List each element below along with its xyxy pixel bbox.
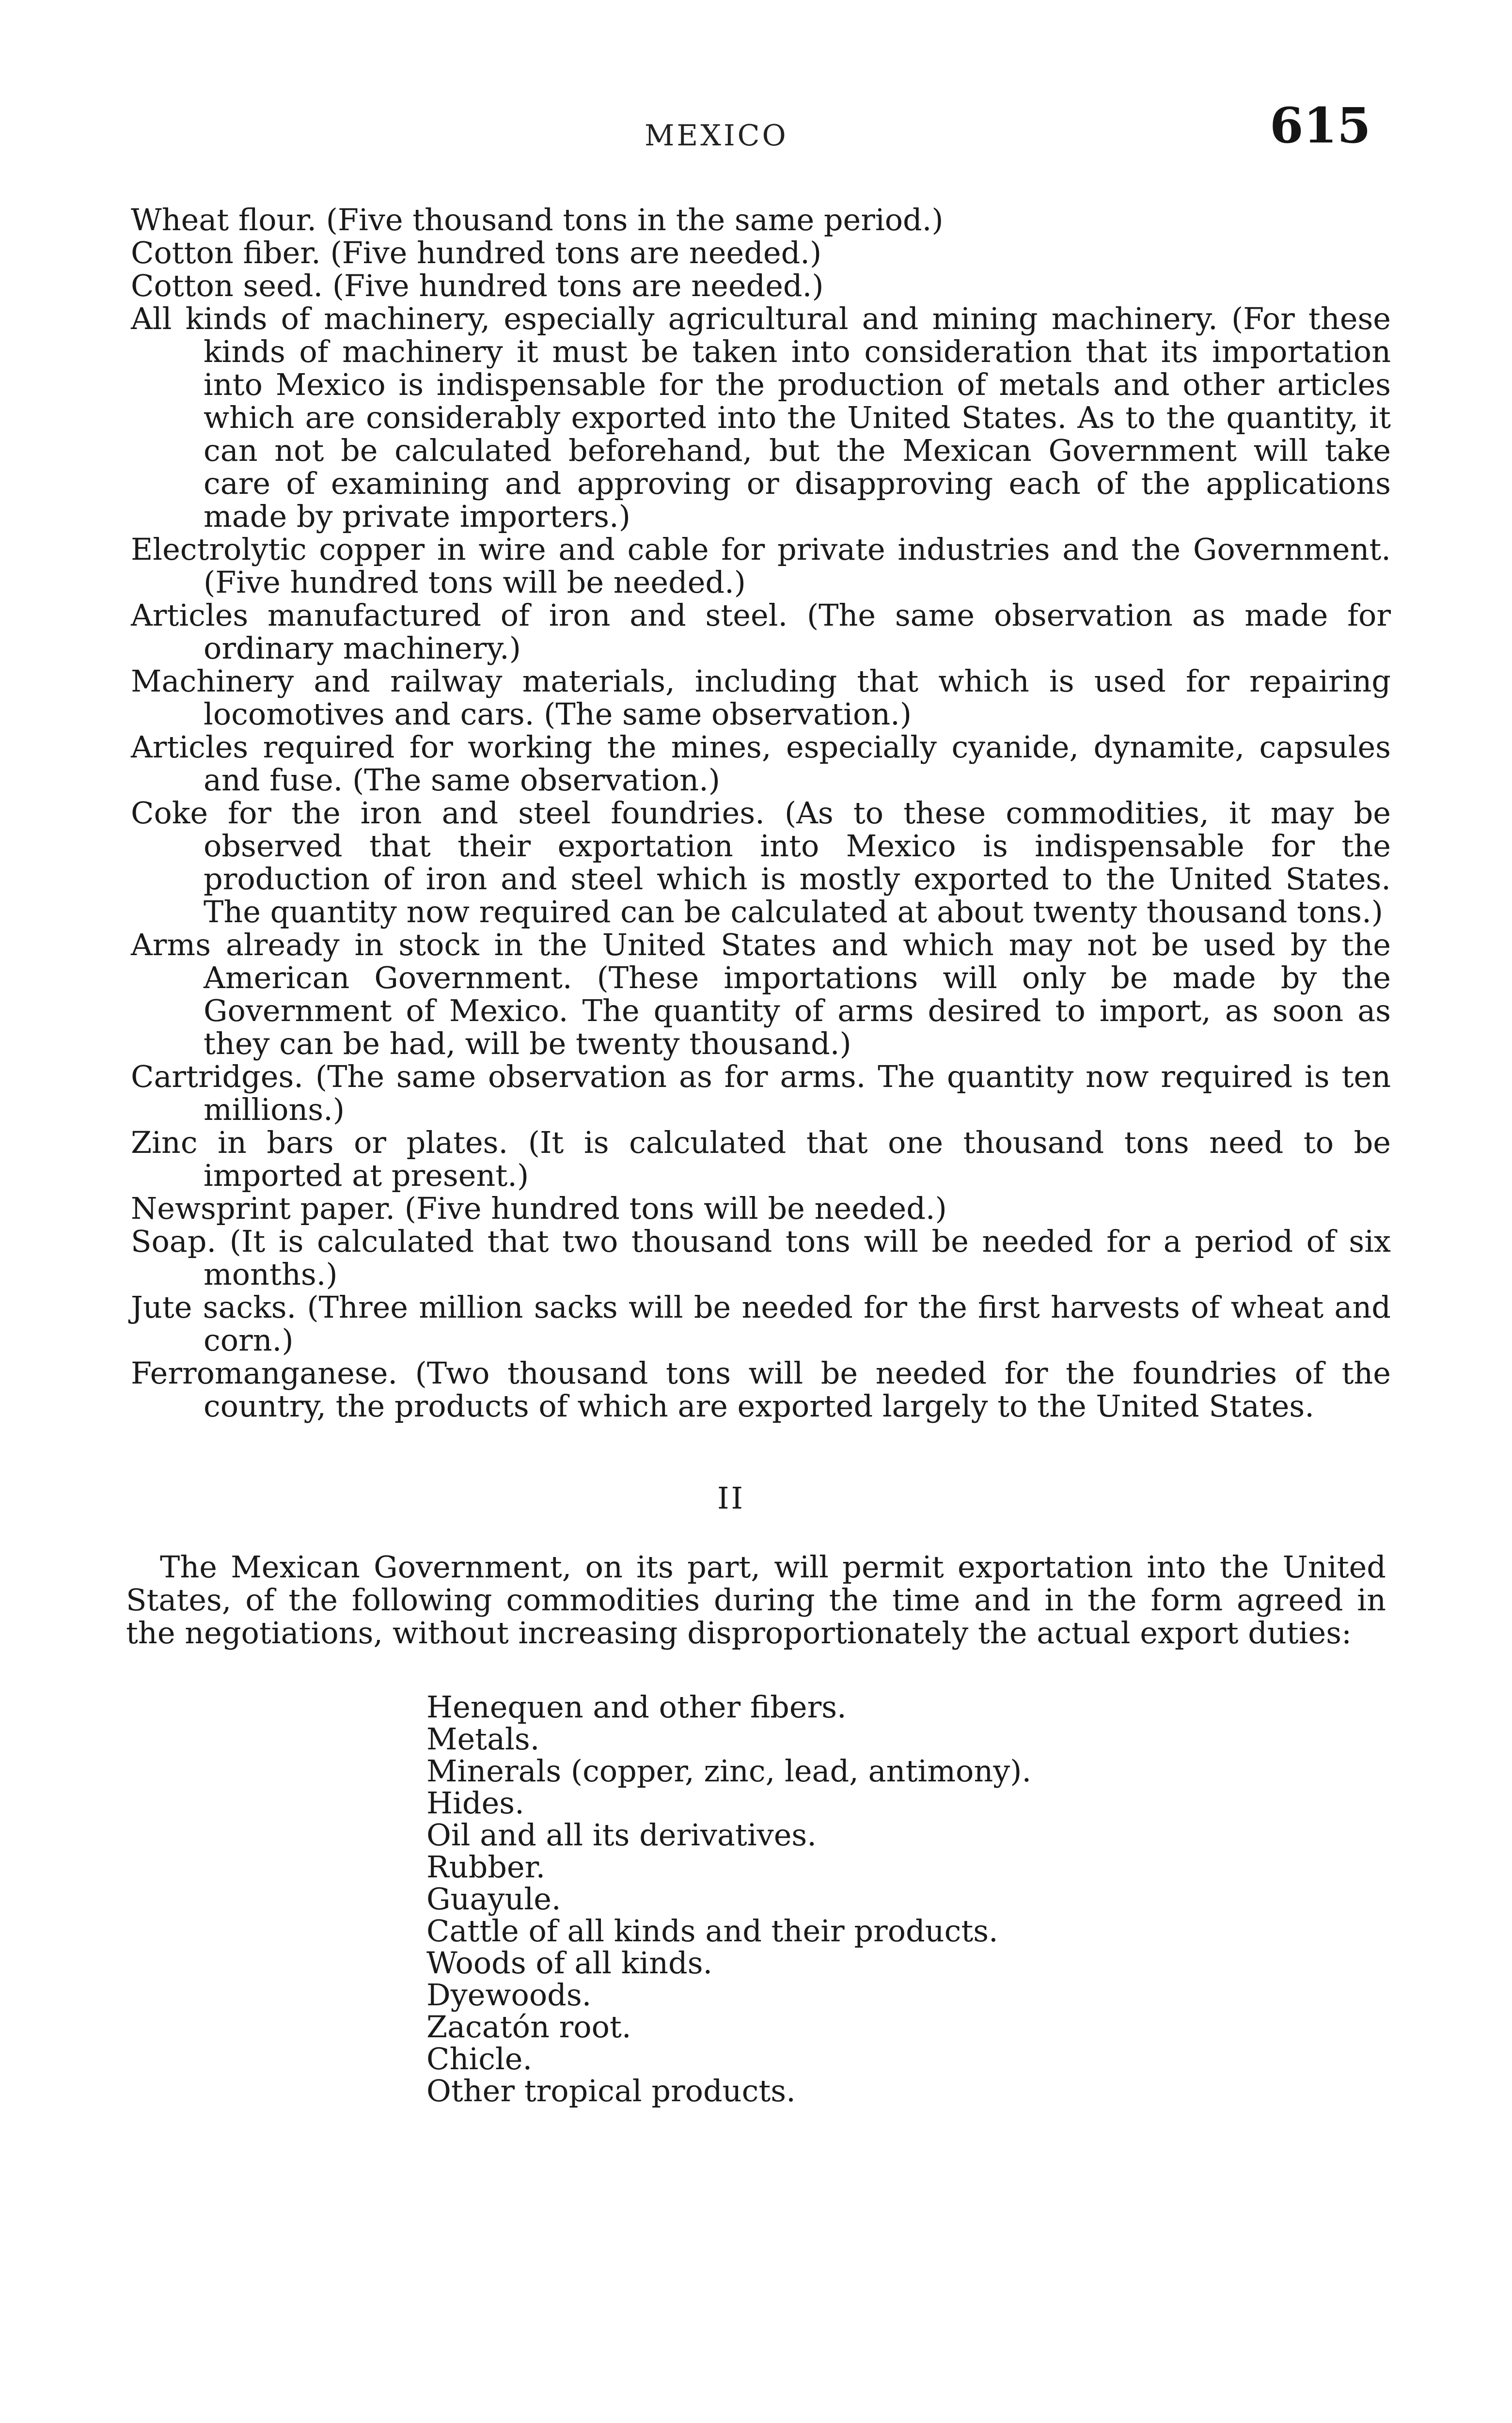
- import-entry: Articles required for working the mines, especially cyanide, dynamite, capsules and fuse. (The same observation.): [131, 729, 1391, 798]
- export-item: Oil and all its derivatives.: [426, 1817, 817, 1853]
- import-entry: Wheat flour. (Five thousand tons in the same period.): [131, 202, 944, 237]
- page-number: 615: [1270, 97, 1371, 154]
- import-entry: All kinds of machinery, especially agricultural and mining machinery. (For these kinds of machinery it must be taken into consideration that its importation into Mexico is indispensable for the production of metals and other articles which are considerably exported into the United States. As to the quantity, it can not be calculated beforehand, but the Mexican Government will take care of examining and approving or disapproving each of the applications made by private importers.): [131, 301, 1391, 534]
- export-item: Guayule.: [426, 1881, 561, 1917]
- export-item: Chicle.: [426, 2041, 533, 2077]
- import-entry: Cotton fiber. (Five hundred tons are needed.): [131, 235, 822, 270]
- import-entry: Soap. (It is calculated that two thousand tons will be needed for a period of six months.): [131, 1224, 1391, 1292]
- import-entry: Zinc in bars or plates. (It is calculated that one thousand tons need to be imported at present.): [131, 1125, 1391, 1193]
- export-item: Woods of all kinds.: [426, 1945, 713, 1981]
- section-number: II: [717, 1480, 745, 1516]
- import-entry: Articles manufactured of iron and steel. (The same observation as made for ordinary machinery.): [131, 598, 1391, 666]
- export-item: Cattle of all kinds and their products.: [426, 1913, 998, 1949]
- section-intro-paragraph: The Mexican Government, on its part, will permit exportation into the United States, of the following commodities during the time and in the form agreed in the negotiations, without increasing disproportionately the actual export duties:: [126, 1549, 1386, 1651]
- import-entry: Electrolytic copper in wire and cable for private industries and the Government. (Five hundred tons will be needed.): [131, 532, 1391, 600]
- import-entry: Ferromanganese. (Two thousand tons will be needed for the foundries of the country, the products of which are exported largely to the United States.: [131, 1355, 1391, 1424]
- running-header-title: MEXICO: [645, 119, 788, 153]
- export-item: Zacatón root.: [426, 2009, 631, 2045]
- import-entry: Cotton seed. (Five hundred tons are needed.): [131, 268, 824, 303]
- export-item: Metals.: [426, 1721, 540, 1757]
- import-entry: Coke for the iron and steel foundries. (As to these commodities, it may be observed that their exportation into Mexico is indispensable for the production of iron and steel which is mostly exported to the United States. The quantity now required can be calculated at about twenty thousand tons.): [131, 795, 1391, 929]
- export-item: Dyewoods.: [426, 1977, 592, 2013]
- export-item: Hides.: [426, 1785, 524, 1821]
- export-item: Rubber.: [426, 1849, 546, 1885]
- export-commodity-list: [426, 1691, 1031, 2107]
- import-entry: Cartridges. (The same observation as for arms. The quantity now required is ten millions.): [131, 1059, 1391, 1127]
- import-entry: Newsprint paper. (Five hundred tons will be needed.): [131, 1191, 947, 1226]
- export-item: Minerals (copper, zinc, lead, antimony).: [426, 1753, 1032, 1789]
- export-item: Henequen and other fibers.: [426, 1689, 847, 1725]
- import-entry: Machinery and railway materials, including that which is used for repairing locomotives and cars. (The same observation.): [131, 663, 1391, 732]
- import-commodity-list: [131, 204, 1391, 1423]
- import-entry: Jute sacks. (Three million sacks will be needed for the first harvests of wheat and corn.): [131, 1290, 1391, 1358]
- export-item: Other tropical products.: [426, 2073, 796, 2108]
- import-entry: Arms already in stock in the United States and which may not be used by the American Government. (These importations will only be made by the Government of Mexico. The quantity of arms desired to import, as soon as they can be had, will be twenty thousand.): [131, 927, 1391, 1061]
